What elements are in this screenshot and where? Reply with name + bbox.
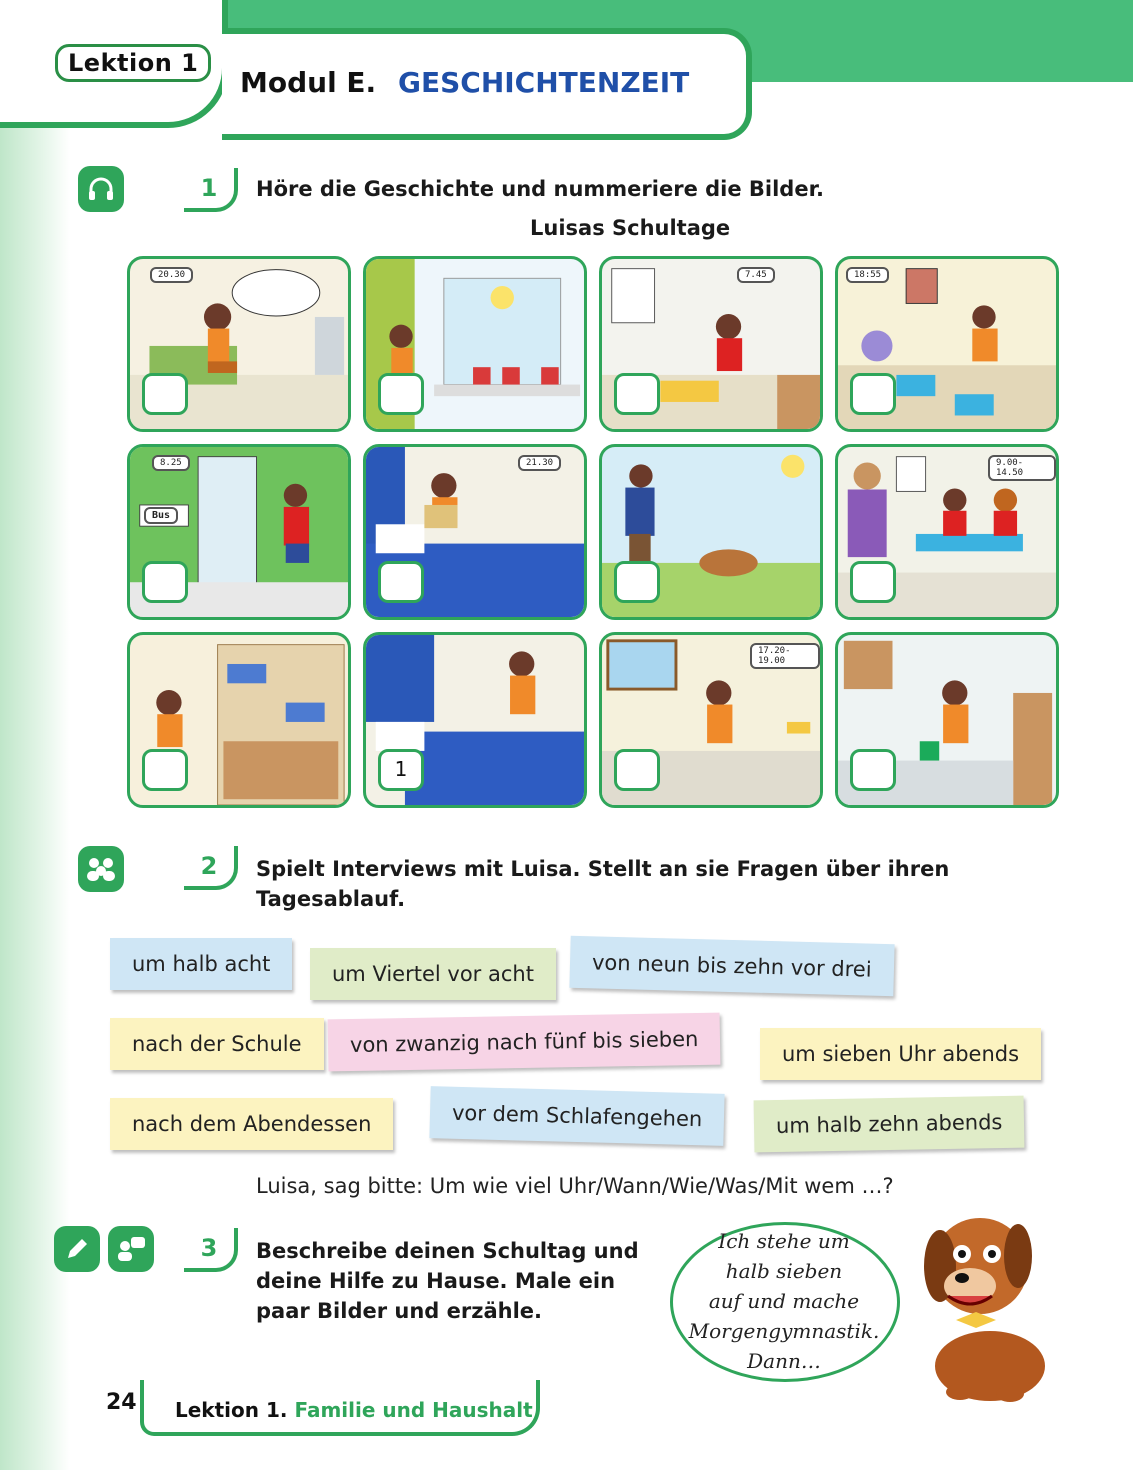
group-icon [78, 846, 124, 892]
story-title: Luisas Schultage [530, 216, 731, 240]
picture-walking-dog [599, 444, 823, 620]
interview-prompt: Luisa, sag bitte: Um wie viel Uhr/Wann/Wie/Was/Mit wem …? [256, 1174, 894, 1198]
bubble-line: Ich stehe um [718, 1229, 850, 1253]
picture-number-box[interactable] [142, 749, 188, 791]
picture-washing-dishes [835, 632, 1059, 808]
clock-label: 21.30 [518, 455, 561, 471]
task-2-number: 2 [184, 846, 238, 890]
phrase-chip: von zwanzig nach fünf bis sieben [328, 1013, 721, 1072]
pencil-icon [54, 1226, 100, 1272]
picture-number-box[interactable] [614, 561, 660, 603]
picture-dusting-shelf [127, 632, 351, 808]
picture-evening-tv [127, 256, 351, 432]
speech-person-icon [108, 1226, 154, 1272]
picture-number-box[interactable] [850, 749, 896, 791]
picture-number-box[interactable] [378, 561, 424, 603]
clock-label: 7.45 [737, 267, 775, 283]
footer-topic: Familie und Haushalt [294, 1398, 533, 1422]
page-number: 24 [106, 1390, 137, 1415]
task-3-line1: Beschreibe deinen Schultag und [256, 1239, 639, 1263]
picture-breakfast [599, 256, 823, 432]
page-title: GESCHICHTENZEIT [398, 66, 690, 99]
picture-grid [127, 256, 1061, 808]
task-1-instruction: Höre die Geschichte und nummeriere die Bilder. [256, 177, 824, 201]
picture-reading-in-bed [363, 444, 587, 620]
task-3-number: 3 [184, 1228, 238, 1272]
phrase-chip: von neun bis zehn vor drei [569, 936, 894, 996]
clock-label: 18:55 [846, 267, 889, 283]
phrase-chip: um halb zehn abends [754, 1096, 1025, 1153]
footer-lesson: Lektion 1. [175, 1398, 288, 1422]
phrase-chip: vor dem Schlafengehen [429, 1086, 725, 1146]
clock-label: 8.25 [152, 455, 190, 471]
phrase-chip: nach dem Abendessen [110, 1098, 393, 1150]
clock-label: 9.00-14.50 [988, 455, 1056, 481]
speech-bubble-text [672, 1226, 896, 1376]
picture-bus [127, 444, 351, 620]
phrase-chip: um Viertel vor acht [310, 948, 556, 1000]
picture-number-box[interactable] [850, 373, 896, 415]
task-1-number: 1 [184, 168, 238, 212]
picture-number-box[interactable] [378, 373, 424, 415]
task-2-instruction-line1: Spielt Interviews mit Luisa. Stellt an sie Fragen über ihren [256, 857, 950, 881]
headphones-icon [78, 166, 124, 212]
picture-number-box[interactable] [614, 373, 660, 415]
phrase-chip: um sieben Uhr abends [760, 1028, 1041, 1080]
footer-label [175, 1398, 533, 1422]
picture-setting-table [835, 256, 1059, 432]
phrase-chip: um halb acht [110, 938, 292, 990]
picture-number-box[interactable] [142, 561, 188, 603]
picture-homework [599, 632, 823, 808]
picture-watering-plants [363, 256, 587, 432]
picture-number-box[interactable]: 1 [378, 749, 424, 791]
task-2-instruction-line2: Tagesablauf. [256, 887, 406, 911]
bubble-line: Morgengymnastik. [688, 1319, 880, 1343]
clock-label: 17.20-19.00 [750, 643, 820, 669]
modul-label: Modul E. [240, 66, 377, 99]
bubble-line: Dann… [747, 1349, 821, 1373]
picture-classroom [835, 444, 1059, 620]
clock-label: 20.30 [150, 267, 193, 283]
bus-sign: Bus [144, 507, 178, 524]
picture-number-box[interactable] [142, 373, 188, 415]
task-3-line2: deine Hilfe zu Hause. Male ein [256, 1269, 616, 1293]
picture-number-box[interactable] [614, 749, 660, 791]
phrase-chip: nach der Schule [110, 1018, 324, 1070]
picture-number-box[interactable] [850, 561, 896, 603]
dog-illustration [900, 1196, 1060, 1406]
picture-getting-up [363, 632, 587, 808]
bubble-line: halb sieben [725, 1259, 843, 1283]
bubble-line: auf und mache [708, 1289, 860, 1313]
lesson-badge: Lektion 1 [55, 44, 211, 82]
task-3-line3: paar Bilder und erzähle. [256, 1299, 542, 1323]
